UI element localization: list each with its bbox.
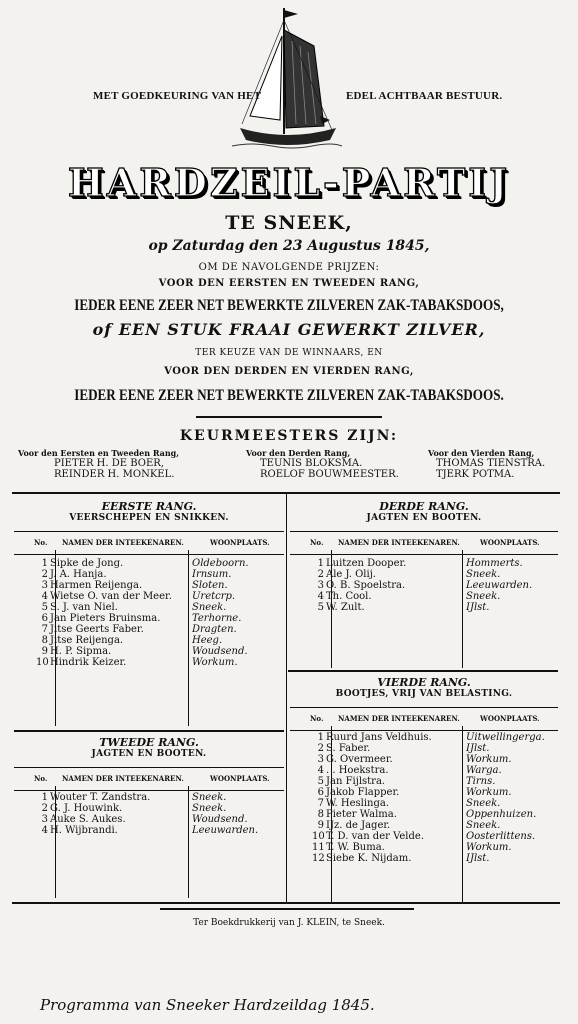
entrant-name: S. Faber. — [326, 743, 371, 754]
entry-number: 6 — [41, 613, 48, 624]
entry-number: 1 — [317, 732, 324, 743]
entrant-place: Sneek. — [192, 792, 227, 803]
table-row — [36, 580, 284, 591]
rank-subtitle: VEERSCHEPEN EN SNIKKEN. — [69, 513, 229, 523]
table-row — [36, 803, 284, 814]
table-row — [312, 842, 558, 853]
judges-column-2 — [246, 448, 416, 480]
table-row — [312, 591, 558, 602]
approval-left: MET GOEDKEURING VAN HET — [93, 90, 262, 102]
entry-number: 2 — [317, 743, 324, 754]
judge-name: REINDER H. MONKEL. — [54, 469, 175, 480]
table-row — [312, 776, 558, 787]
prize-one-alternative: of EEN STUK FRAAI GEWERKT ZILVER, — [92, 320, 486, 339]
prize-one: IEDER EENE ZEER NET BEWERKTE ZILVEREN ZAK-TABAKSDOOS, — [74, 297, 504, 314]
rank-1-rows — [36, 558, 284, 668]
entry-number: 8 — [317, 809, 324, 820]
entry-number: 2 — [317, 569, 324, 580]
entry-number: 5 — [317, 602, 324, 613]
table-row — [36, 792, 284, 803]
judges-column-heading: Voor den Eersten en Tweeden Rang, — [18, 448, 180, 458]
table-bottom-rule — [12, 902, 560, 904]
col-names: NAMEN DER INTEEKENAREN. — [338, 714, 460, 723]
entrant-name: T. D. van der Velde. — [326, 831, 425, 842]
entrant-name: Sipke de Jong. — [50, 558, 124, 569]
entry-number: 5 — [41, 602, 48, 613]
divider — [196, 416, 382, 418]
rank-title: TWEEDE RANG. — [99, 736, 199, 749]
col-place: WOONPLAATS. — [210, 774, 270, 783]
entrant-name: H. P. Sipma. — [50, 646, 112, 657]
entrant-name: G. Overmeer. — [326, 754, 393, 765]
entry-number: 4 — [41, 825, 48, 836]
entrant-place: IJlst. — [466, 853, 490, 864]
entrant-name: O. B. Spoelstra. — [326, 580, 406, 591]
table-row — [36, 558, 284, 569]
entry-number: 12 — [312, 853, 325, 864]
entrant-name: Jitse Reijenga. — [50, 635, 124, 646]
entry-number: 1 — [41, 558, 48, 569]
entrant-name: Hindrik Keizer. — [50, 657, 127, 668]
table-row — [312, 820, 558, 831]
entrant-name: Ruurd Jans Veldhuis. — [326, 732, 432, 743]
entrant-place: Workum. — [466, 842, 512, 853]
judges-heading: KEURMEESTERS ZIJN: — [179, 428, 399, 444]
rank-4-rows — [312, 732, 558, 864]
rank-subtitle: JAGTEN EN BOOTEN. — [366, 513, 482, 523]
judge-name: TEUNIS BLOKSMA. — [260, 458, 363, 469]
entrant-place: Sneek. — [192, 803, 227, 814]
entrant-place: Sneek. — [466, 569, 501, 580]
entrant-place: Leeuwarden. — [192, 825, 259, 836]
entry-number: 10 — [36, 657, 49, 668]
approval-right: EDEL ACHTBAAR BESTUUR. — [346, 90, 503, 102]
entry-number: 6 — [317, 787, 324, 798]
table-row — [312, 558, 558, 569]
table-row — [312, 569, 558, 580]
sailing-ship-illustration — [232, 6, 342, 156]
entry-number: 2 — [41, 569, 48, 580]
entry-number: 11 — [312, 842, 325, 853]
entrant-place: IJlst. — [466, 602, 490, 613]
entrant-name: Luitzen Dooper. — [326, 558, 407, 569]
entrant-name: Siebe K. Nijdam. — [326, 853, 412, 864]
entrant-name: G. J. Houwink. — [50, 803, 123, 814]
entrant-place: Terhorne. — [192, 613, 242, 624]
entry-number: 7 — [41, 624, 48, 635]
col-names: NAMEN DER INTEEKENAREN. — [338, 538, 460, 547]
table-row — [312, 743, 558, 754]
table-row — [312, 787, 558, 798]
entrant-place: Oppenhuizen. — [466, 809, 537, 820]
rank-title: DERDE RANG. — [379, 500, 469, 513]
entrant-name: Pieter Walma. — [326, 809, 397, 820]
entry-number: 7 — [317, 798, 324, 809]
col-no: No. — [34, 538, 48, 547]
entry-number: 1 — [317, 558, 324, 569]
entrant-place: IJlst. — [466, 743, 490, 754]
entry-number: 9 — [41, 646, 48, 657]
judges-column-3 — [428, 448, 568, 480]
entry-number: 3 — [41, 580, 48, 591]
entry-number: 10 — [312, 831, 325, 842]
entrant-name: Jan Pieters Bruinsma. — [50, 613, 161, 624]
rank-3-section — [290, 500, 558, 555]
entrant-place: Hommerts. — [466, 558, 523, 569]
table-row — [36, 657, 284, 668]
table-row — [36, 814, 284, 825]
section-rule — [288, 670, 558, 672]
rank-2-section — [14, 736, 284, 791]
table-row — [36, 646, 284, 657]
entrant-place: Sneek. — [192, 602, 227, 613]
entrant-name: H. Wijbrandi. — [50, 825, 118, 836]
table-row — [312, 809, 558, 820]
entrant-place: Workum. — [466, 754, 512, 765]
entrant-name: Wouter T. Zandstra. — [50, 792, 151, 803]
col-no: No. — [34, 774, 48, 783]
entrant-name: Auke S. Aukes. — [50, 814, 126, 825]
rank-2-rows — [36, 792, 284, 836]
entry-number: 4 — [41, 591, 48, 602]
prize-two: IEDER EENE ZEER NET BEWERKTE ZILVEREN ZAK-TABAKSDOOS. — [74, 387, 504, 404]
entrant-place: Tirns. — [466, 776, 496, 787]
table-row — [312, 580, 558, 591]
section-rule — [14, 730, 284, 732]
table-row — [36, 613, 284, 624]
printer-line: Ter Boekdrukkerij van J. KLEIN, te Sneek. — [193, 918, 385, 928]
judge-name: ROELOF BOUWMEESTER. — [260, 469, 399, 480]
entrant-name: T. W. Buma. — [326, 842, 385, 853]
event-date: op Zaturdag den 23 Augustus 1845, — [148, 238, 430, 254]
col-place: WOONPLAATS. — [480, 714, 540, 723]
judges-column-heading: Voor den Vierden Rang, — [428, 448, 535, 458]
entrant-name: Ale J. Olij. — [326, 569, 376, 580]
rank-1-section — [14, 500, 284, 555]
entry-number: 9 — [317, 820, 324, 831]
entrant-place: Leeuwarden. — [466, 580, 533, 591]
entrant-place: Uitwellingerga. — [466, 732, 545, 743]
entrant-name: Wietse O. van der Meer. — [50, 591, 172, 602]
col-no: No. — [310, 714, 324, 723]
judge-name: PIETER H. DE BOER, — [54, 458, 164, 469]
caption: Programma van Sneeker Hardzeildag 1845. — [40, 996, 375, 1014]
entry-number: 4 — [317, 765, 324, 776]
table-row — [312, 754, 558, 765]
table-row — [312, 853, 558, 864]
rank-4-section — [290, 676, 558, 731]
entrant-place: Oldeboorn. — [192, 558, 249, 569]
entrant-name: W. Zult. — [326, 602, 365, 613]
col-no: No. — [310, 538, 324, 547]
table-row — [36, 591, 284, 602]
table-row — [312, 831, 558, 842]
entrant-place: Dragten. — [192, 624, 237, 635]
entry-number: 2 — [41, 803, 48, 814]
judge-name: TJERK POTMA. — [436, 469, 515, 480]
entrant-name: J. A. Hanja. — [50, 569, 107, 580]
entrant-name: Harmen Reijenga. — [50, 580, 143, 591]
rank-subtitle: BOOTJES, VRIJ VAN BELASTING. — [335, 689, 513, 699]
table-row — [36, 602, 284, 613]
winners-choice: TER KEUZE VAN DE WINNAARS, EN — [195, 348, 383, 358]
table-row — [36, 624, 284, 635]
rank-title: EERSTE RANG. — [101, 500, 197, 513]
judge-name: THOMAS TIENSTRA. — [436, 458, 546, 469]
judges-column-heading: Voor den Derden Rang, — [246, 448, 351, 458]
entrant-name: IJz. de Jager. — [326, 820, 391, 831]
col-names: NAMEN DER INTEEKENAREN. — [62, 538, 184, 547]
entrant-place: Warga. — [466, 765, 502, 776]
entrant-place: Sneek. — [466, 591, 501, 602]
entry-number: 1 — [41, 792, 48, 803]
third-fourth-rank-heading: VOOR DEN DERDEN EN VIERDEN RANG, — [164, 366, 414, 377]
printer-rule — [160, 908, 414, 910]
col-place: WOONPLAATS. — [210, 538, 270, 547]
table-row — [36, 825, 284, 836]
entrant-name: . . Hoekstra. — [326, 765, 389, 776]
table-row — [36, 569, 284, 580]
col-names: NAMEN DER INTEEKENAREN. — [62, 774, 184, 783]
entry-number: 3 — [317, 580, 324, 591]
entrant-name: Jitse Geerts Faber. — [50, 624, 144, 635]
table-row — [36, 635, 284, 646]
entry-number: 5 — [317, 776, 324, 787]
entrant-place: Oosterlittens. — [466, 831, 536, 842]
entrant-place: Sneek. — [466, 798, 501, 809]
entrant-name: Jan Fijlstra. — [326, 776, 386, 787]
table-row — [312, 798, 558, 809]
col-place: WOONPLAATS. — [480, 538, 540, 547]
location: TE SNEEK, — [225, 212, 353, 234]
entrant-name: Th. Cool. — [326, 591, 372, 602]
entrant-place: Woudsend. — [192, 814, 248, 825]
entry-number: 8 — [41, 635, 48, 646]
center-divider — [286, 494, 287, 902]
entrant-place: Uretcrp. — [192, 591, 236, 602]
entrant-place: Sloten. — [192, 580, 228, 591]
entrant-place: Workum. — [192, 657, 238, 668]
entry-number: 3 — [41, 814, 48, 825]
entry-number: 3 — [317, 754, 324, 765]
entrant-name: Jakob Flapper. — [326, 787, 400, 798]
rank-title: VIERDE RANG. — [377, 676, 471, 689]
rank-3-rows — [312, 558, 558, 613]
judges-column-1 — [18, 448, 218, 480]
entry-number: 4 — [317, 591, 324, 602]
entrant-place: Sneek. — [466, 820, 501, 831]
entrant-place: Heeg. — [192, 635, 223, 646]
entrant-name: W. Heslinga. — [326, 798, 390, 809]
entrant-place: Workum. — [466, 787, 512, 798]
table-row — [312, 765, 558, 776]
rank-subtitle: JAGTEN EN BOOTEN. — [91, 749, 207, 759]
table-row — [312, 732, 558, 743]
poster-title: HARDZEIL-PARTIJ — [67, 160, 511, 205]
entrant-name: S. J. van Niel. — [50, 602, 118, 613]
entrant-place: Woudsend. — [192, 646, 248, 657]
entrant-place: Irnsum. — [192, 569, 232, 580]
first-second-rank-heading: VOOR DEN EERSTEN EN TWEEDEN RANG, — [158, 278, 420, 289]
table-row — [312, 602, 558, 613]
prizes-intro: OM DE NAVOLGENDE PRIJZEN: — [198, 262, 380, 273]
